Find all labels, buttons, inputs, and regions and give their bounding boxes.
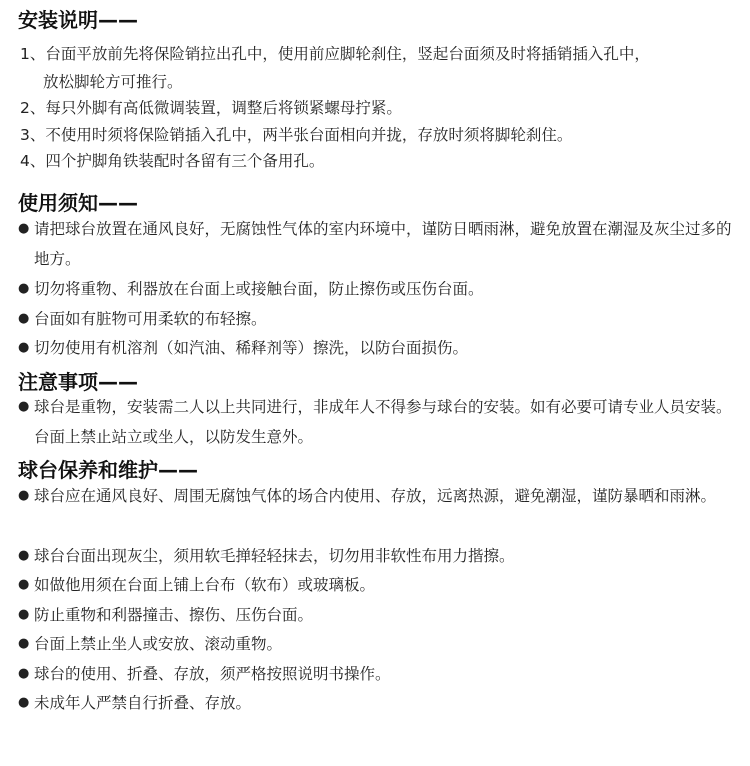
item-text: 台面平放前先将保险销拉出孔中，使用前应脚轮刹住，竖起台面须及时将插销插入孔中， — [45, 45, 650, 63]
bullet-text: 请把球台放置在通风良好，无腐蚀性气体的室内环境中，谨防日晒雨淋，避免放置在潮湿及灰尘过多的地方。 — [34, 220, 732, 268]
bullet-item — [18, 481, 740, 511]
bullet-text: 如做他用须在台面上铺上台布（软布）或玻璃板。 — [34, 576, 376, 594]
bullet-dot-icon: ● — [18, 636, 30, 651]
section-heading-maintenance: 球台保养和维护—— — [18, 458, 198, 482]
bullet-text: 防止重物和利器撞击、擦伤、压伤台面。 — [34, 606, 314, 624]
bullet-item — [18, 333, 740, 363]
numbered-item — [20, 40, 732, 96]
bullet-text: 切勿使用有机溶剂（如汽油、稀释剂等）擦洗，以防台面损伤。 — [34, 339, 469, 357]
bullet-text: 球台台面出现灰尘，须用软毛掸轻轻抹去，切勿用非软性布用力揩擦。 — [34, 547, 515, 565]
item-number: 2、 — [20, 99, 46, 117]
bullet-dot-icon: ● — [18, 577, 30, 592]
bullet-item — [18, 659, 740, 689]
bullet-text: 台面上禁止坐人或安放、滚动重物。 — [34, 635, 283, 653]
bullet-item — [18, 304, 740, 334]
bullet-dot-icon: ● — [18, 399, 30, 414]
bullet-item — [18, 688, 740, 718]
bullet-dot-icon: ● — [18, 311, 30, 326]
bullet-dot-icon: ● — [18, 340, 30, 355]
bullet-dot-icon: ● — [18, 548, 30, 563]
bullet-dot-icon: ● — [18, 488, 30, 503]
item-text: 四个护脚角铁装配时各留有三个备用孔。 — [45, 152, 325, 170]
bullet-text: 台面如有脏物可用柔软的布轻擦。 — [34, 310, 267, 328]
bullet-item — [18, 629, 740, 659]
item-number: 1、 — [20, 45, 46, 63]
bullet-dot-icon: ● — [18, 607, 30, 622]
bullet-text: 球台应在通风良好、周围无腐蚀气体的场合内使用、存放，远离热源，避免潮湿，谨防暴晒和雨淋。 — [34, 487, 717, 505]
section-heading-usage-notes: 使用须知—— — [18, 191, 138, 215]
bullet-text: 球台是重物，安装需二人以上共同进行，非成年人不得参与球台的安装。如有必要可请专业人员安装。台面上禁止站立或坐人，以防发生意外。 — [34, 398, 732, 446]
bullet-item — [18, 274, 740, 304]
item-number: 3、 — [20, 126, 46, 144]
bullet-item — [18, 570, 740, 600]
item-text-continuation: 放松脚轮方可推行。 — [43, 73, 183, 91]
numbered-item — [20, 94, 732, 122]
bullet-dot-icon: ● — [18, 695, 30, 710]
item-text: 每只外脚有高低微调装置，调整后将锁紧螺母拧紧。 — [45, 99, 402, 117]
bullet-item — [18, 214, 740, 274]
bullet-item — [18, 541, 740, 571]
bullet-text: 未成年人严禁自行折叠、存放。 — [34, 694, 252, 712]
numbered-item — [20, 121, 732, 149]
bullet-text: 切勿将重物、利器放在台面上或接触台面，防止擦伤或压伤台面。 — [34, 280, 484, 298]
item-number: 4、 — [20, 152, 46, 170]
bullet-text: 球台的使用、折叠、存放，须严格按照说明书操作。 — [34, 665, 391, 683]
bullet-dot-icon: ● — [18, 221, 30, 236]
bullet-dot-icon: ● — [18, 666, 30, 681]
section-heading-precautions: 注意事项—— — [18, 370, 138, 394]
numbered-item — [20, 147, 732, 175]
bullet-item — [18, 392, 740, 452]
bullet-dot-icon: ● — [18, 281, 30, 296]
bullet-item — [18, 600, 740, 630]
item-text: 不使用时须将保险销插入孔中，两半张台面相向并拢，存放时须将脚轮刹住。 — [45, 126, 573, 144]
section-heading-installation: 安装说明—— — [18, 8, 138, 32]
